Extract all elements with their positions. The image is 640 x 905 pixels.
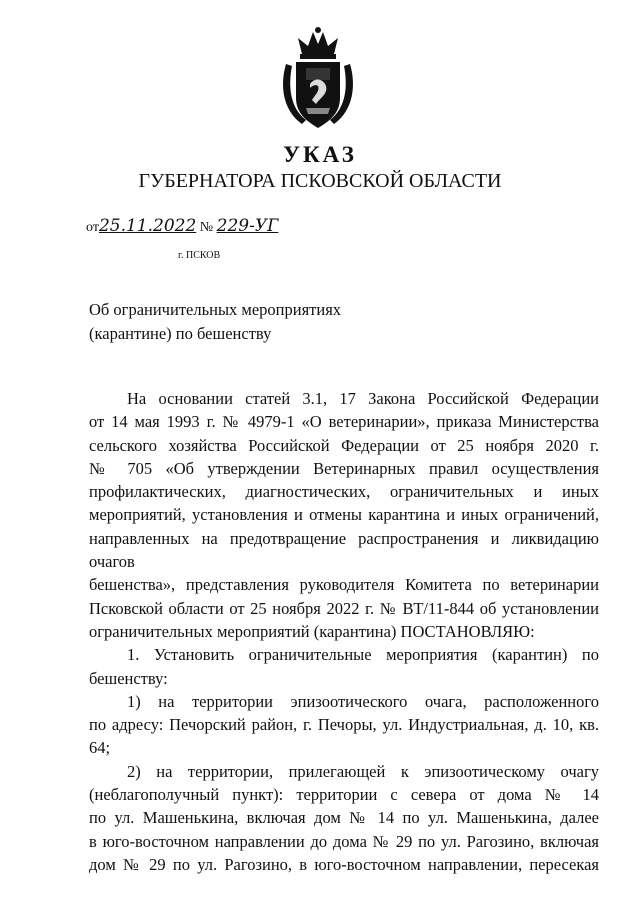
- text-line: Псковской области от 25 ноября 2022 г. № ВТ/11-844 об установлении: [89, 598, 599, 618]
- paragraph-subitem-1: [89, 690, 599, 760]
- subject-line: (карантине) по бешенству: [89, 324, 272, 343]
- text-line: сельского хозяйства Российской Федерации от 25 ноября 2020 г.: [89, 435, 599, 455]
- decree-title: УКАЗ: [283, 142, 357, 167]
- text-line: дом № 29 по ул. Рагозино, в юго-восточном направлении, пересекая: [89, 854, 599, 874]
- text-line: 2) на территории, прилегающей к эпизоотическому очагу: [127, 761, 599, 781]
- text-line: № 705 «Об утверждении Ветеринарных правил осуществления: [89, 458, 599, 478]
- decree-date: 25.11.2022: [98, 216, 197, 236]
- decree-body: [89, 387, 599, 876]
- decree-date-number: [86, 216, 278, 236]
- paragraph-basis: [89, 387, 599, 643]
- text-line: бешенству:: [89, 668, 168, 688]
- decree-subject: [89, 298, 341, 346]
- text-line: по ул. Машенькина, включая дом № 14 по ул. Машенькина, далее: [89, 808, 599, 828]
- subject-line: Об ограничительных мероприятиях: [89, 300, 342, 319]
- decree-city: г. ПСКОВ: [178, 250, 221, 261]
- text-line: На основании статей 3.1, 17 Закона Российской Федерации: [127, 389, 599, 408]
- decree-subtitle: ГУБЕРНАТОРА ПСКОВСКОЙ ОБЛАСТИ: [138, 170, 502, 192]
- text-line: направленных на предотвращение распространения и ликвидацию очагов: [89, 528, 599, 572]
- paragraph-item-1: [89, 643, 599, 690]
- paragraph-subitem-2: [89, 760, 599, 876]
- text-line: (неблагополучный пункт): территории с севера от дома № 14: [89, 785, 599, 805]
- from-label: от: [86, 220, 99, 235]
- text-line: мероприятий, установления и отмены карантина и иных ограничений,: [89, 505, 599, 525]
- decree-number: 229-УГ: [216, 216, 279, 236]
- text-line: по адресу: Печорский район, г. Печоры, ул. Индустриальная, д. 10, кв. 64;: [89, 715, 599, 758]
- text-line: 1) на территории эпизоотического очага, расположенного: [127, 691, 599, 711]
- text-line: ограничительных мероприятий (карантина) ПОСТАНОВЛЯЮ:: [89, 621, 535, 641]
- text-line: от 14 мая 1993 г. № 4979-1 «О ветеринарии», приказа Министерства: [89, 412, 599, 432]
- number-label: №: [199, 220, 214, 235]
- text-line: бешенства», представления руководителя Комитета по ветеринарии: [89, 575, 599, 595]
- text-line: профилактических, диагностических, ограничительных и иных: [89, 482, 599, 502]
- text-line: в юго-восточном направлении до дома № 29 по ул. Рагозино, включая: [89, 831, 599, 851]
- text-line: 1. Установить ограничительные мероприятия (карантин) по: [127, 645, 599, 665]
- pskov-coat-of-arms-icon: [276, 24, 360, 132]
